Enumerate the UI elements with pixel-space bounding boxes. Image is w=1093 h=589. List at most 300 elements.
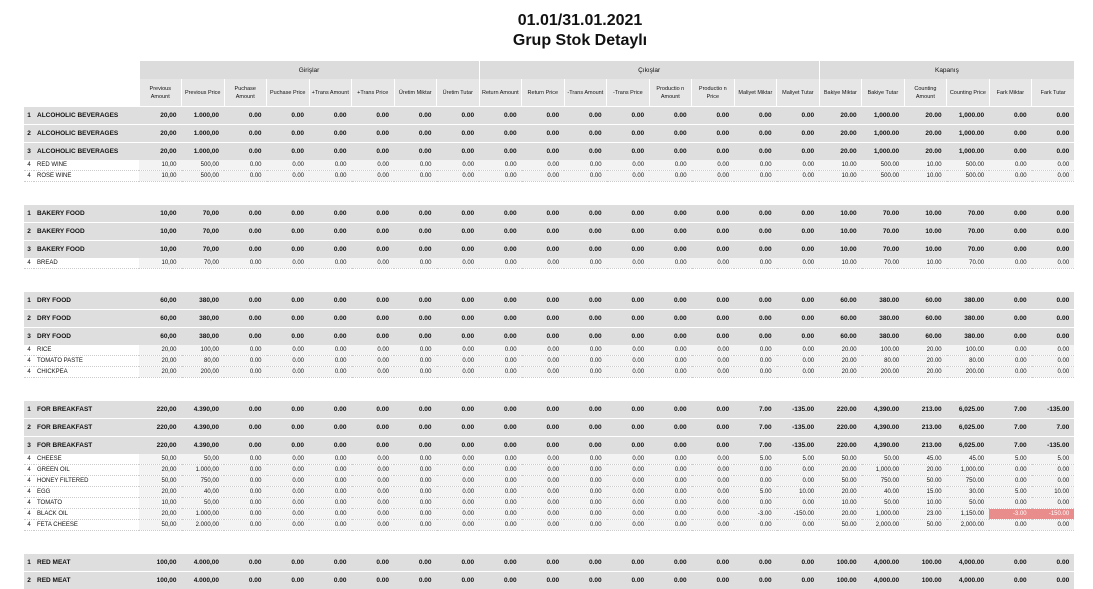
item-row [24, 171, 1074, 182]
cell-value: 0.00 [649, 241, 692, 259]
row-name: DRY FOOD [34, 292, 139, 310]
cell-value: 60.00 [904, 328, 947, 346]
cell-value: 0.00 [522, 125, 565, 143]
cell-value: 0.00 [1032, 328, 1075, 346]
cell-value: 0.00 [224, 476, 267, 487]
cell-value: 0.00 [692, 345, 735, 356]
column-header: Maliyet Tutar [777, 79, 820, 107]
cell-value: 0.00 [607, 205, 650, 223]
cell-value: 0.00 [309, 509, 352, 520]
cell-value: 500.00 [862, 160, 905, 171]
cell-value: 0.00 [352, 143, 395, 161]
cell-value: 10.00 [904, 223, 947, 241]
cell-value: 10.00 [1032, 487, 1075, 498]
cell-value: 0.00 [224, 107, 267, 125]
cell-value: 0.00 [309, 419, 352, 437]
column-header: Maliyet Miktar [734, 79, 777, 107]
column-header: Counting Amount [904, 79, 947, 107]
cell-value: 0.00 [734, 367, 777, 378]
cell-value: 0.00 [394, 345, 437, 356]
row-level: 3 [24, 437, 34, 455]
cell-value: 0.00 [479, 143, 522, 161]
cell-value: 0.00 [649, 572, 692, 589]
cell-value: 0.00 [1032, 345, 1075, 356]
cell-value: 20.00 [819, 487, 862, 498]
cell-value: 0.00 [649, 498, 692, 509]
cell-value: 0.00 [607, 160, 650, 171]
cell-value: 70.00 [947, 205, 990, 223]
cell-value: 0.00 [479, 205, 522, 223]
cell-value: 0.00 [352, 367, 395, 378]
group-row [24, 205, 1074, 223]
cell-value: 0.00 [777, 107, 820, 125]
cell-value: 4,000.00 [947, 572, 990, 589]
cell-value: 0.00 [1032, 171, 1075, 182]
item-row [24, 487, 1074, 498]
cell-value: 0.00 [649, 520, 692, 531]
cell-value: 0.00 [692, 292, 735, 310]
row-name: TOMATO PASTE [34, 356, 139, 367]
cell-value: 0.00 [267, 476, 310, 487]
cell-value: 0.00 [352, 125, 395, 143]
cell-value: 0.00 [394, 572, 437, 589]
cell-value: 0.00 [224, 487, 267, 498]
cell-value: 0.00 [479, 345, 522, 356]
cell-value: 0.00 [649, 437, 692, 455]
cell-value: 0.00 [309, 107, 352, 125]
row-level: 3 [24, 241, 34, 259]
column-header: Bakiye Tutar [862, 79, 905, 107]
cell-value: 0.00 [564, 401, 607, 419]
cell-value: 0.00 [564, 419, 607, 437]
cell-value: 0.00 [989, 107, 1032, 125]
cell-value: 6,025.00 [947, 419, 990, 437]
column-header: Fark Miktar [989, 79, 1032, 107]
cell-value: -3.00 [734, 509, 777, 520]
column-header: Üretim Miktar [394, 79, 437, 107]
cell-value: 500.00 [862, 171, 905, 182]
cell-value: 0.00 [437, 367, 480, 378]
cell-value: 50,00 [182, 498, 225, 509]
row-name: ALCOHOLIC BEVERAGES [34, 143, 139, 161]
row-name: RICE [34, 345, 139, 356]
cell-value: 0.00 [1032, 465, 1075, 476]
cell-value: 20.00 [904, 465, 947, 476]
cell-value: 0.00 [564, 509, 607, 520]
cell-value: 0.00 [1032, 356, 1075, 367]
cell-value: 750.00 [947, 476, 990, 487]
cell-value: 20,00 [139, 345, 182, 356]
cell-value: 0.00 [734, 143, 777, 161]
cell-value: 0.00 [224, 310, 267, 328]
cell-value: 20.00 [819, 345, 862, 356]
cell-value: 0.00 [777, 367, 820, 378]
row-level: 1 [24, 205, 34, 223]
cell-value: 80.00 [862, 356, 905, 367]
cell-value: 0.00 [479, 310, 522, 328]
column-header: Bakiye Miktar [819, 79, 862, 107]
cell-value: 0.00 [777, 476, 820, 487]
cell-value: 0.00 [437, 487, 480, 498]
cell-value: 0.00 [777, 125, 820, 143]
cell-value: 10.00 [819, 241, 862, 259]
cell-value: 1.000,00 [182, 125, 225, 143]
cell-value: 0.00 [437, 328, 480, 346]
cell-value: 0.00 [649, 107, 692, 125]
cell-value: 0.00 [479, 356, 522, 367]
cell-value: 4,000.00 [947, 554, 990, 572]
group-row [24, 241, 1074, 259]
cell-value: 0.00 [352, 401, 395, 419]
column-header: Previous Amount [139, 79, 182, 107]
cell-value: 0.00 [352, 476, 395, 487]
row-name: CHICKPEA [34, 367, 139, 378]
cell-value: 220,00 [139, 401, 182, 419]
cell-value: 0.00 [267, 160, 310, 171]
cell-value: 10.00 [819, 160, 862, 171]
cell-value: 0.00 [607, 520, 650, 531]
cell-value: 0.00 [479, 454, 522, 465]
cell-value: 0.00 [352, 437, 395, 455]
cell-value: 10.00 [777, 487, 820, 498]
cell-value: 0.00 [394, 498, 437, 509]
cell-value: 0.00 [309, 223, 352, 241]
cell-value: 6,025.00 [947, 401, 990, 419]
cell-value: -135.00 [777, 419, 820, 437]
cell-value: 20,00 [139, 125, 182, 143]
cell-value: 0.00 [989, 241, 1032, 259]
cell-value: 0.00 [224, 160, 267, 171]
cell-value: 0.00 [522, 509, 565, 520]
cell-value: 0.00 [479, 419, 522, 437]
cell-value: 0.00 [267, 367, 310, 378]
cell-value: 0.00 [437, 476, 480, 487]
cell-value: 213.00 [904, 401, 947, 419]
cell-value: 0.00 [734, 328, 777, 346]
cell-value: 0.00 [692, 498, 735, 509]
cell-value: 50,00 [139, 454, 182, 465]
cell-value: 1.000,00 [182, 465, 225, 476]
cell-value: 0.00 [692, 520, 735, 531]
cell-value: 0.00 [352, 310, 395, 328]
row-name: FOR BREAKFAST [34, 419, 139, 437]
cell-value: 0.00 [224, 437, 267, 455]
cell-value: 0.00 [692, 401, 735, 419]
cell-value: 0.00 [607, 107, 650, 125]
cell-value: 0.00 [352, 356, 395, 367]
cell-value: 0.00 [224, 205, 267, 223]
group-separator [24, 378, 1074, 401]
cell-value: 7.00 [1032, 419, 1075, 437]
cell-value: 0.00 [224, 258, 267, 269]
cell-value: 0.00 [564, 143, 607, 161]
cell-value: 5.00 [734, 454, 777, 465]
cell-value: 0.00 [522, 310, 565, 328]
column-header: Puchase Amount [224, 79, 267, 107]
cell-value: 1,000.00 [862, 465, 905, 476]
column-header: -Trans Price [607, 79, 650, 107]
cell-value: 0.00 [734, 310, 777, 328]
cell-value: 200.00 [947, 367, 990, 378]
cell-value: 0.00 [224, 223, 267, 241]
cell-value: 0.00 [437, 520, 480, 531]
cell-value: 0.00 [777, 258, 820, 269]
cell-value: 1.000,00 [182, 143, 225, 161]
cell-value: 0.00 [522, 498, 565, 509]
cell-value: 60,00 [139, 328, 182, 346]
cell-value: 0.00 [309, 401, 352, 419]
cell-value: 0.00 [989, 476, 1032, 487]
cell-value: 1,150.00 [947, 509, 990, 520]
cell-value: 1,000.00 [947, 143, 990, 161]
cell-value: 0.00 [267, 498, 310, 509]
cell-value: 60.00 [819, 292, 862, 310]
row-level: 1 [24, 401, 34, 419]
cell-value: 0.00 [734, 465, 777, 476]
cell-value: 0.00 [394, 241, 437, 259]
section-header-row [24, 61, 1074, 79]
cell-value: 1.000,00 [182, 107, 225, 125]
cell-value: 0.00 [267, 125, 310, 143]
row-name: ALCOHOLIC BEVERAGES [34, 107, 139, 125]
cell-value: 100,00 [139, 554, 182, 572]
cell-value: 0.00 [649, 171, 692, 182]
cell-value: 80.00 [947, 356, 990, 367]
cell-value: 200.00 [862, 367, 905, 378]
cell-value: 60.00 [904, 292, 947, 310]
cell-value: 0.00 [649, 345, 692, 356]
cell-value: 0.00 [479, 328, 522, 346]
cell-value: 0.00 [692, 205, 735, 223]
cell-value: 0.00 [692, 465, 735, 476]
cell-value: 100,00 [139, 572, 182, 589]
cell-value: 0.00 [224, 241, 267, 259]
cell-value: 0.00 [1032, 520, 1075, 531]
cell-value: 0.00 [777, 310, 820, 328]
cell-value: 0.00 [352, 160, 395, 171]
cell-value: 0.00 [479, 401, 522, 419]
cell-value: 0.00 [479, 125, 522, 143]
cell-value: 0.00 [224, 498, 267, 509]
cell-value: 0.00 [777, 241, 820, 259]
cell-value: 7.00 [734, 437, 777, 455]
cell-value: 70,00 [182, 205, 225, 223]
cell-value: 1,000.00 [862, 125, 905, 143]
cell-value: 0.00 [394, 437, 437, 455]
cell-value: 0.00 [989, 171, 1032, 182]
cell-value: 0.00 [394, 310, 437, 328]
cell-value: 0.00 [224, 554, 267, 572]
cell-value: 0.00 [989, 310, 1032, 328]
cell-value: 500.00 [947, 171, 990, 182]
cell-value: 70.00 [862, 205, 905, 223]
column-header: Productio n Amount [649, 79, 692, 107]
cell-value: 50.00 [862, 498, 905, 509]
cell-value: -150.00 [1032, 509, 1075, 520]
row-name: ALCOHOLIC BEVERAGES [34, 125, 139, 143]
cell-value: 10,00 [139, 223, 182, 241]
cell-value: 0.00 [267, 292, 310, 310]
cell-value: 70,00 [182, 223, 225, 241]
cell-value: -3.00 [989, 509, 1032, 520]
cell-value: 7.00 [989, 437, 1032, 455]
cell-value: 0.00 [522, 487, 565, 498]
cell-value: 0.00 [224, 454, 267, 465]
cell-value: 0.00 [734, 107, 777, 125]
section-header: Girişlar [139, 61, 479, 79]
column-header: -Trans Amount [564, 79, 607, 107]
cell-value: 0.00 [352, 223, 395, 241]
cell-value: 0.00 [692, 310, 735, 328]
cell-value: 4.390,00 [182, 437, 225, 455]
cell-value: 0.00 [607, 509, 650, 520]
cell-value: 0.00 [607, 572, 650, 589]
cell-value: 2.000,00 [182, 520, 225, 531]
cell-value: 380.00 [862, 310, 905, 328]
row-name: DRY FOOD [34, 310, 139, 328]
row-name: RED WINE [34, 160, 139, 171]
cell-value: 100.00 [819, 572, 862, 589]
cell-value: 0.00 [224, 125, 267, 143]
cell-value: 0.00 [649, 205, 692, 223]
cell-value: 0.00 [224, 292, 267, 310]
item-row [24, 367, 1074, 378]
row-level: 4 [24, 356, 34, 367]
cell-value: 0.00 [522, 171, 565, 182]
group-row [24, 401, 1074, 419]
group-row [24, 419, 1074, 437]
cell-value: 10.00 [819, 223, 862, 241]
cell-value: 0.00 [692, 476, 735, 487]
cell-value: 0.00 [224, 356, 267, 367]
cell-value: 0.00 [437, 125, 480, 143]
cell-value: 0.00 [522, 241, 565, 259]
cell-value: 0.00 [437, 345, 480, 356]
column-header: Puchase Price [267, 79, 310, 107]
cell-value: 0.00 [479, 498, 522, 509]
cell-value: 2,000.00 [862, 520, 905, 531]
cell-value: 0.00 [692, 419, 735, 437]
cell-value: 5.00 [1032, 454, 1075, 465]
cell-value: 0.00 [267, 205, 310, 223]
cell-value: 20.00 [819, 367, 862, 378]
cell-value: 10,00 [139, 241, 182, 259]
cell-value: 0.00 [224, 509, 267, 520]
item-row [24, 356, 1074, 367]
cell-value: 0.00 [607, 223, 650, 241]
cell-value: 0.00 [649, 419, 692, 437]
cell-value: 0.00 [267, 171, 310, 182]
group-separator [24, 182, 1074, 205]
cell-value: -135.00 [1032, 437, 1075, 455]
cell-value: 23.00 [904, 509, 947, 520]
row-level: 3 [24, 143, 34, 161]
row-name: FETA CHEESE [34, 520, 139, 531]
cell-value: 0.00 [734, 171, 777, 182]
cell-value: 0.00 [479, 509, 522, 520]
cell-value: 0.00 [1032, 223, 1075, 241]
row-name: RED MEAT [34, 572, 139, 589]
column-header: Return Amount [479, 79, 522, 107]
cell-value: 0.00 [352, 419, 395, 437]
cell-value: 0.00 [309, 241, 352, 259]
cell-value: 0.00 [352, 509, 395, 520]
cell-value: 4,000.00 [862, 554, 905, 572]
cell-value: 200,00 [182, 367, 225, 378]
cell-value: 50,00 [139, 476, 182, 487]
cell-value: 20.00 [819, 143, 862, 161]
row-level: 2 [24, 310, 34, 328]
cell-value: 380,00 [182, 328, 225, 346]
cell-value: 0.00 [309, 258, 352, 269]
cell-value: 45.00 [904, 454, 947, 465]
cell-value: 0.00 [309, 487, 352, 498]
cell-value: 220,00 [139, 437, 182, 455]
cell-value: 0.00 [564, 437, 607, 455]
cell-value: 70,00 [182, 241, 225, 259]
cell-value: 0.00 [522, 401, 565, 419]
cell-value: 0.00 [224, 401, 267, 419]
cell-value: 1,000.00 [947, 125, 990, 143]
cell-value: 50.00 [904, 476, 947, 487]
cell-value: 60.00 [904, 310, 947, 328]
cell-value: 1,000.00 [947, 107, 990, 125]
cell-value: 0.00 [479, 258, 522, 269]
cell-value: 0.00 [309, 356, 352, 367]
row-name: TOMATO [34, 498, 139, 509]
cell-value: 0.00 [649, 401, 692, 419]
cell-value: 60.00 [819, 310, 862, 328]
cell-value: 0.00 [267, 572, 310, 589]
cell-value: 60,00 [139, 292, 182, 310]
cell-value: 0.00 [394, 487, 437, 498]
cell-value: 0.00 [437, 258, 480, 269]
cell-value: 0.00 [479, 465, 522, 476]
cell-value: 50.00 [862, 454, 905, 465]
cell-value: 0.00 [437, 205, 480, 223]
cell-value: 0.00 [607, 419, 650, 437]
row-level: 2 [24, 572, 34, 589]
cell-value: 0.00 [734, 292, 777, 310]
cell-value: 0.00 [479, 554, 522, 572]
cell-value: 0.00 [692, 107, 735, 125]
cell-value: 40.00 [862, 487, 905, 498]
cell-value: 0.00 [649, 125, 692, 143]
cell-value: 1,000.00 [862, 143, 905, 161]
row-level: 3 [24, 328, 34, 346]
cell-value: 0.00 [394, 258, 437, 269]
cell-value: 0.00 [437, 437, 480, 455]
cell-value: 750,00 [182, 476, 225, 487]
cell-value: 0.00 [777, 205, 820, 223]
cell-value: 0.00 [309, 554, 352, 572]
cell-value: -135.00 [777, 437, 820, 455]
cell-value: 0.00 [564, 241, 607, 259]
cell-value: 0.00 [267, 554, 310, 572]
cell-value: 0.00 [777, 356, 820, 367]
cell-value: 0.00 [522, 454, 565, 465]
cell-value: 0.00 [352, 345, 395, 356]
cell-value: 0.00 [309, 328, 352, 346]
cell-value: 0.00 [267, 401, 310, 419]
cell-value: 0.00 [649, 258, 692, 269]
cell-value: 0.00 [309, 465, 352, 476]
cell-value: 0.00 [564, 160, 607, 171]
cell-value: 0.00 [734, 476, 777, 487]
cell-value: 0.00 [309, 345, 352, 356]
cell-value: 0.00 [309, 572, 352, 589]
cell-value: 0.00 [352, 107, 395, 125]
